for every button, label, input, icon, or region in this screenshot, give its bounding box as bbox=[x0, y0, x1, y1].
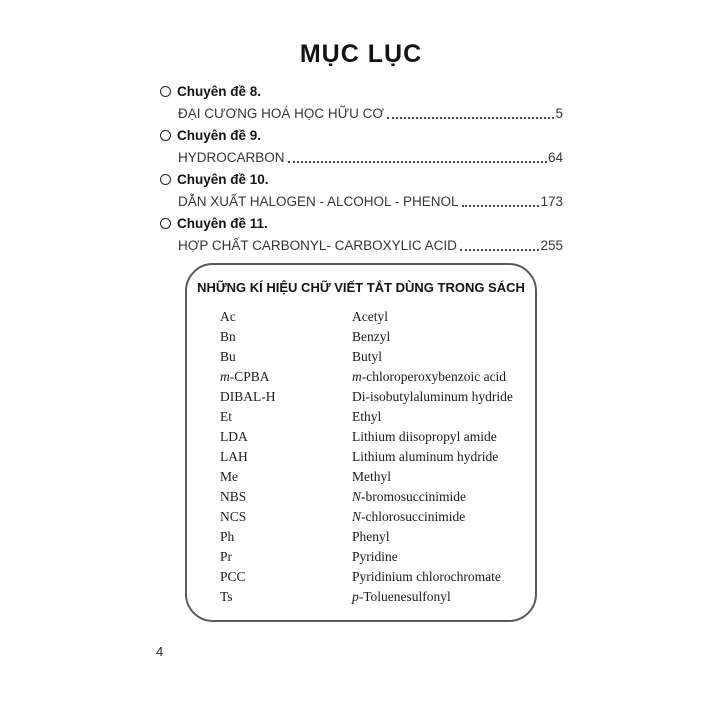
toc-list bbox=[160, 80, 563, 256]
abbreviation-meaning-text: Methyl bbox=[352, 469, 391, 484]
abbreviations-table bbox=[220, 307, 525, 607]
circle-bullet-icon bbox=[160, 174, 171, 185]
abbreviation-row bbox=[220, 527, 525, 547]
abbreviation-row bbox=[220, 307, 525, 327]
abbreviation-symbol bbox=[220, 429, 352, 445]
abbreviation-meaning bbox=[352, 389, 525, 405]
abbreviation-meaning bbox=[352, 429, 525, 445]
abbreviation-meaning-text: Lithium diisopropyl amide bbox=[352, 429, 497, 444]
circle-bullet-icon bbox=[160, 218, 171, 229]
page-number: 4 bbox=[156, 644, 164, 659]
abbreviation-meaning bbox=[352, 469, 525, 485]
abbreviation-row bbox=[220, 507, 525, 527]
abbreviation-symbol-text: Bn bbox=[220, 329, 236, 344]
abbreviation-symbol bbox=[220, 549, 352, 565]
abbreviation-symbol bbox=[220, 309, 352, 325]
abbreviations-box bbox=[185, 263, 537, 622]
abbreviation-row bbox=[220, 587, 525, 607]
abbreviation-symbol-text: Me bbox=[220, 469, 238, 484]
abbreviation-symbol-text: Et bbox=[220, 409, 232, 424]
abbreviation-meaning-text: Di-isobutylaluminum hydride bbox=[352, 389, 513, 404]
toc-entry-title: DẪN XUẤT HALOGEN - ALCOHOL - PHENOL bbox=[178, 194, 459, 209]
abbreviation-symbol-text: -CPBA bbox=[229, 369, 270, 384]
toc-entry-page-number: 5 bbox=[555, 106, 563, 121]
abbreviation-meaning bbox=[352, 589, 525, 605]
toc-entry-page-number: 173 bbox=[540, 194, 563, 209]
dot-leader bbox=[288, 161, 547, 163]
toc-entry-label-row bbox=[160, 80, 563, 102]
abbreviation-meaning-text: -Toluenesulfonyl bbox=[358, 589, 451, 604]
abbreviation-meaning bbox=[352, 349, 525, 365]
abbreviation-symbol-text: DIBAL-H bbox=[220, 389, 276, 404]
abbreviation-row bbox=[220, 367, 525, 387]
abbreviation-symbol-text: PCC bbox=[220, 569, 246, 584]
abbreviation-symbol bbox=[220, 449, 352, 465]
page-title: MỤC LỤC bbox=[299, 40, 423, 68]
toc-entry-title-row bbox=[160, 102, 563, 124]
toc-entry-label: Chuyên đề 10. bbox=[177, 171, 269, 187]
circle-bullet-icon bbox=[160, 86, 171, 97]
abbreviation-symbol bbox=[220, 369, 352, 385]
abbreviation-meaning-text: Acetyl bbox=[352, 309, 388, 324]
toc-entry-title: HỢP CHẤT CARBONYL- CARBOXYLIC ACID bbox=[178, 238, 457, 253]
abbreviation-symbol-text: NCS bbox=[220, 509, 247, 524]
toc-entry-page-number: 255 bbox=[540, 238, 563, 253]
dot-leader bbox=[460, 249, 540, 251]
abbreviation-meaning-text: -bromosuccinimide bbox=[361, 489, 466, 504]
abbreviation-symbol-text: LAH bbox=[220, 449, 248, 464]
abbreviation-meaning bbox=[352, 569, 525, 585]
abbreviation-meaning-italic: m bbox=[352, 369, 362, 384]
abbreviation-meaning-text: -chloroperoxybenzoic acid bbox=[361, 369, 507, 384]
abbreviation-meaning bbox=[352, 549, 525, 565]
abbreviation-symbol-text: NBS bbox=[220, 489, 247, 504]
abbreviation-row bbox=[220, 327, 525, 347]
toc-entry-title-row bbox=[160, 190, 563, 212]
abbreviation-meaning-italic: N bbox=[352, 509, 362, 524]
abbreviation-symbol-text: Bu bbox=[220, 349, 236, 364]
abbreviation-symbol bbox=[220, 529, 352, 545]
abbreviation-row bbox=[220, 467, 525, 487]
abbreviation-meaning bbox=[352, 449, 525, 465]
abbreviation-meaning-text: Pyridinium chlorochromate bbox=[352, 569, 501, 584]
toc-entry-label: Chuyên đề 9. bbox=[177, 127, 262, 143]
abbreviation-symbol-text: Ts bbox=[220, 589, 233, 604]
toc-entry-title-row bbox=[160, 146, 563, 168]
abbreviation-meaning bbox=[352, 409, 525, 425]
toc-entry-title: ĐẠI CƯƠNG HOÁ HỌC HỮU CƠ bbox=[178, 106, 384, 121]
abbreviation-symbol bbox=[220, 469, 352, 485]
toc-entry-label-row bbox=[160, 168, 563, 190]
abbreviation-meaning-text: Butyl bbox=[352, 349, 383, 364]
abbreviation-row bbox=[220, 547, 525, 567]
abbreviation-row bbox=[220, 347, 525, 367]
abbreviations-heading: NHỮNG KÍ HIỆU CHỮ VIẾT TẮT DÙNG TRONG SÁCH bbox=[197, 280, 525, 295]
abbreviation-meaning bbox=[352, 489, 525, 505]
toc-entry-label-row bbox=[160, 212, 563, 234]
abbreviation-symbol-text: Ac bbox=[220, 309, 236, 324]
toc-entry bbox=[160, 168, 563, 212]
abbreviation-symbol bbox=[220, 329, 352, 345]
abbreviation-meaning-italic: p bbox=[352, 589, 359, 604]
abbreviation-meaning-italic: N bbox=[352, 489, 362, 504]
abbreviation-row bbox=[220, 447, 525, 467]
abbreviation-meaning-text: Benzyl bbox=[352, 329, 391, 344]
abbreviation-row bbox=[220, 567, 525, 587]
abbreviation-meaning bbox=[352, 529, 525, 545]
toc-entry-label-row bbox=[160, 124, 563, 146]
abbreviation-symbol bbox=[220, 389, 352, 405]
abbreviation-symbol-italic: m bbox=[220, 369, 230, 384]
toc-entry-title-row bbox=[160, 234, 563, 256]
abbreviation-symbol-text: Pr bbox=[220, 549, 233, 564]
toc-entry bbox=[160, 124, 563, 168]
circle-bullet-icon bbox=[160, 130, 171, 141]
abbreviation-row bbox=[220, 387, 525, 407]
abbreviation-row bbox=[220, 407, 525, 427]
abbreviation-meaning bbox=[352, 369, 525, 385]
abbreviation-symbol bbox=[220, 489, 352, 505]
abbreviation-meaning-text: Ethyl bbox=[352, 409, 382, 424]
abbreviation-symbol bbox=[220, 589, 352, 605]
toc-entry bbox=[160, 80, 563, 124]
toc-entry-title: HYDROCARBON bbox=[178, 150, 285, 165]
abbreviation-symbol-text: Ph bbox=[220, 529, 235, 544]
abbreviation-symbol bbox=[220, 409, 352, 425]
toc-entry-label: Chuyên đề 11. bbox=[177, 215, 268, 231]
abbreviation-meaning-text: Pyridine bbox=[352, 549, 398, 564]
toc-entry-label: Chuyên đề 8. bbox=[177, 83, 262, 99]
dot-leader bbox=[462, 205, 540, 207]
abbreviation-symbol-text: LDA bbox=[220, 429, 248, 444]
toc-entry-page-number: 64 bbox=[547, 150, 563, 165]
dot-leader bbox=[387, 117, 555, 119]
abbreviation-meaning bbox=[352, 329, 525, 345]
abbreviation-symbol bbox=[220, 509, 352, 525]
abbreviation-symbol bbox=[220, 569, 352, 585]
abbreviation-row bbox=[220, 487, 525, 507]
toc-entry bbox=[160, 212, 563, 256]
abbreviation-symbol bbox=[220, 349, 352, 365]
abbreviation-meaning-text: Phenyl bbox=[352, 529, 390, 544]
abbreviation-meaning bbox=[352, 509, 525, 525]
abbreviation-row bbox=[220, 427, 525, 447]
abbreviation-meaning-text: -chlorosuccinimide bbox=[361, 509, 466, 524]
abbreviation-meaning-text: Lithium aluminum hydride bbox=[352, 449, 499, 464]
abbreviation-meaning bbox=[352, 309, 525, 325]
